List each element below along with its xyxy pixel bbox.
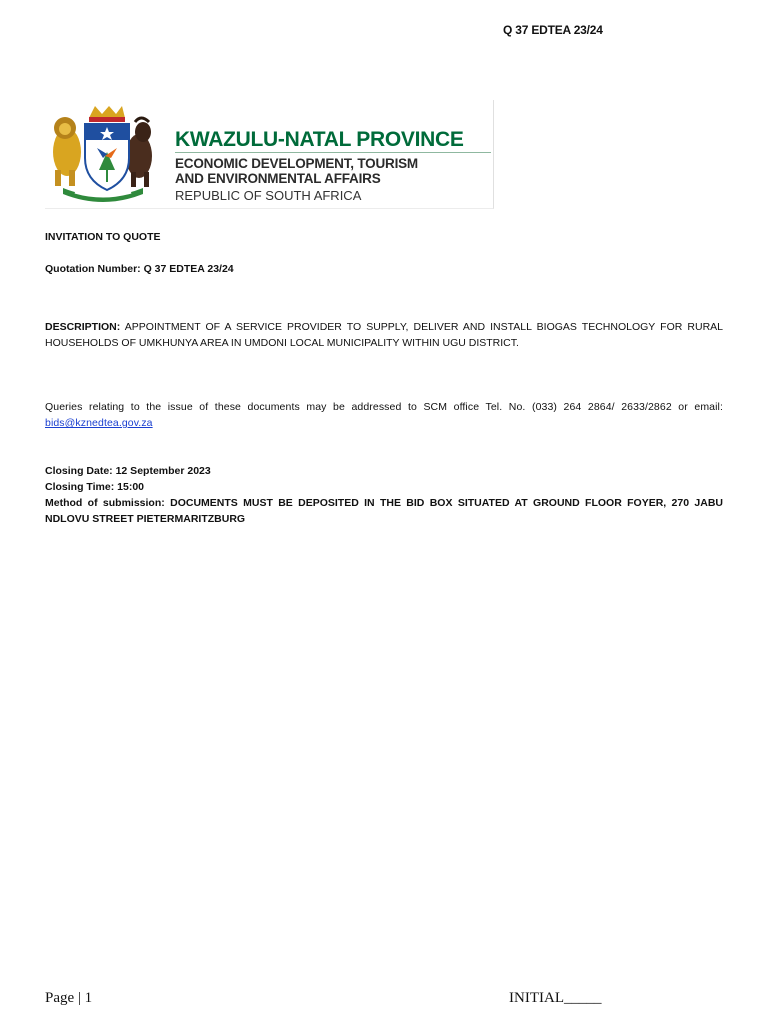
quotation-number: Quotation Number: Q 37 EDTEA 23/24 xyxy=(45,263,234,275)
page-number: Page | 1 xyxy=(45,990,93,1006)
coat-of-arms-icon xyxy=(45,100,160,208)
closing-date: Closing Date: 12 September 2023 xyxy=(45,465,211,477)
department-name-line-2: AND ENVIRONMENTAL AFFAIRS xyxy=(175,171,381,186)
submission-method xyxy=(45,495,723,527)
queries-text: Queries relating to the issue of these documents may be addressed to SCM office Tel. No. (033) 264 2864/ 2633/2862 or email: xyxy=(45,401,723,413)
method-label: Method of submission: xyxy=(45,497,165,509)
department-name-line-1: ECONOMIC DEVELOPMENT, TOURISM xyxy=(175,156,418,171)
description-label: DESCRIPTION: xyxy=(45,321,121,333)
province-name: KWAZULU-NATAL PROVINCE xyxy=(175,128,464,151)
email-link[interactable]: bids@kznedtea.gov.za xyxy=(45,417,153,429)
method-text: DOCUMENTS MUST BE DEPOSITED IN THE BID BOX SITUATED AT GROUND FLOOR FOYER, 270 JABU NDLOVU STREET PIETERMARITZBURG xyxy=(45,497,723,525)
description-paragraph xyxy=(45,319,723,351)
republic-name: REPUBLIC OF SOUTH AFRICA xyxy=(175,188,362,203)
description-text: APPOINTMENT OF A SERVICE PROVIDER TO SUPPLY, DELIVER AND INSTALL BIOGAS TECHNOLOGY FOR RURAL HOUSEHOLDS OF UMKHUNYA AREA IN UMDONI LOCAL MUNICIPALITY WITHIN UGU DISTRICT. xyxy=(45,321,723,349)
closing-time: Closing Time: 15:00 xyxy=(45,481,145,493)
document-reference: Q 37 EDTEA 23/24 xyxy=(503,23,603,37)
document-heading: INVITATION TO QUOTE xyxy=(45,231,161,243)
queries-paragraph xyxy=(45,399,723,431)
initial-line: INITIAL_____ xyxy=(509,990,602,1006)
logo-divider xyxy=(175,152,491,153)
department-logo xyxy=(45,100,494,209)
